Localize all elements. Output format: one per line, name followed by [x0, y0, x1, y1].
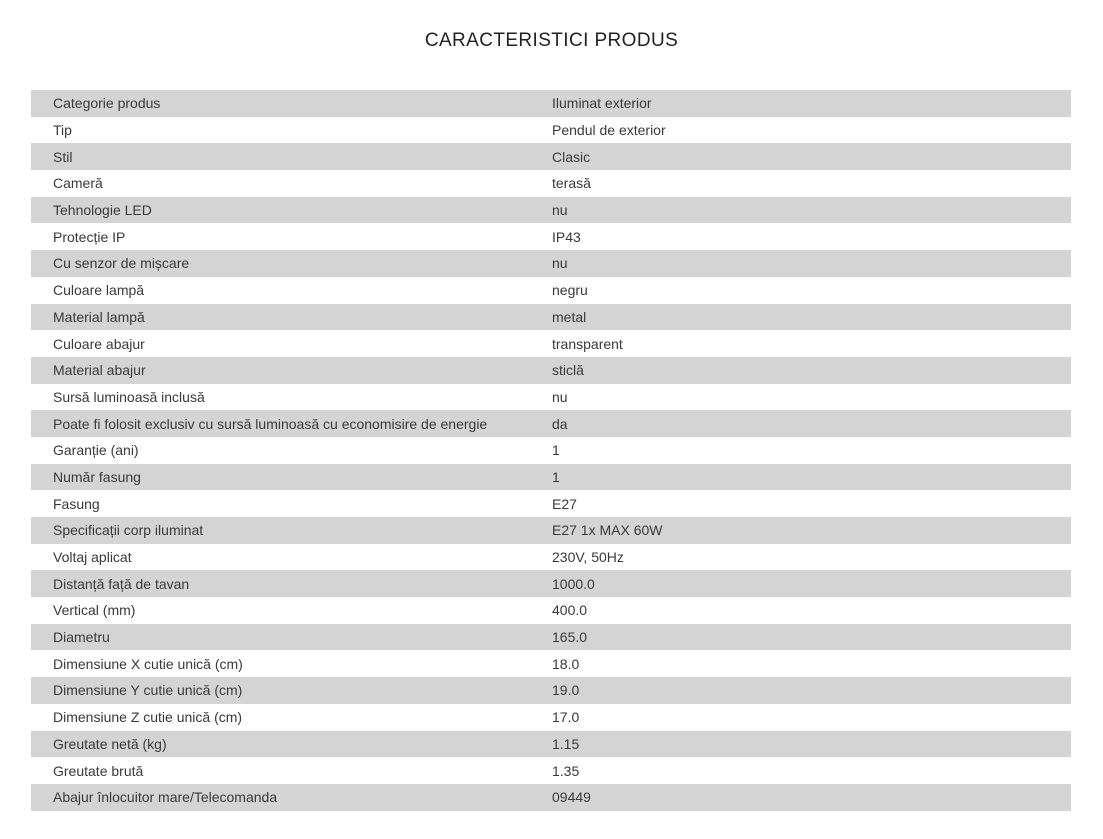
spec-label: Tip — [31, 117, 552, 144]
spec-value: 09449 — [552, 784, 1071, 811]
spec-value: 17.0 — [552, 704, 1071, 731]
spec-label: Diametru — [31, 624, 552, 651]
spec-row — [31, 677, 1071, 704]
specifications-table-body — [31, 90, 1071, 811]
spec-value: 1.35 — [552, 757, 1071, 784]
spec-label: Culoare abajur — [31, 330, 552, 357]
spec-label: Material abajur — [31, 357, 552, 384]
spec-value: 1000.0 — [552, 570, 1071, 597]
spec-label: Dimensiune Y cutie unică (cm) — [31, 677, 552, 704]
spec-label: Greutate brută — [31, 757, 552, 784]
spec-label: Dimensiune Z cutie unică (cm) — [31, 704, 552, 731]
spec-row — [31, 250, 1071, 277]
spec-row — [31, 757, 1071, 784]
spec-label: Specificații corp iluminat — [31, 517, 552, 544]
spec-label: Dimensiune X cutie unică (cm) — [31, 650, 552, 677]
spec-row — [31, 223, 1071, 250]
spec-value: negru — [552, 277, 1071, 304]
spec-row — [31, 704, 1071, 731]
spec-label: Număr fasung — [31, 464, 552, 491]
spec-value: IP43 — [552, 223, 1071, 250]
spec-row — [31, 517, 1071, 544]
spec-row — [31, 330, 1071, 357]
spec-row — [31, 570, 1071, 597]
spec-value: da — [552, 410, 1071, 437]
spec-value: 230V, 50Hz — [552, 544, 1071, 571]
spec-label: Greutate netă (kg) — [31, 731, 552, 758]
spec-row — [31, 170, 1071, 197]
spec-value: metal — [552, 304, 1071, 331]
spec-value: Clasic — [552, 143, 1071, 170]
spec-row — [31, 304, 1071, 331]
spec-row — [31, 731, 1071, 758]
spec-label: Categorie produs — [31, 90, 552, 117]
spec-value: E27 1x MAX 60W — [552, 517, 1071, 544]
spec-row — [31, 784, 1071, 811]
spec-value: 18.0 — [552, 650, 1071, 677]
spec-value: nu — [552, 250, 1071, 277]
spec-value: 1 — [552, 437, 1071, 464]
spec-value: nu — [552, 384, 1071, 411]
spec-label: Protecție IP — [31, 223, 552, 250]
spec-value: nu — [552, 197, 1071, 224]
spec-row — [31, 437, 1071, 464]
spec-label: Distanță față de tavan — [31, 570, 552, 597]
spec-label: Vertical (mm) — [31, 597, 552, 624]
spec-row — [31, 624, 1071, 651]
spec-value: 19.0 — [552, 677, 1071, 704]
spec-label: Cameră — [31, 170, 552, 197]
spec-value: sticlă — [552, 357, 1071, 384]
spec-value: E27 — [552, 490, 1071, 517]
spec-value: 1 — [552, 464, 1071, 491]
spec-label: Poate fi folosit exclusiv cu sursă luminoasă cu economisire de energie — [31, 410, 552, 437]
spec-value: 165.0 — [552, 624, 1071, 651]
spec-row — [31, 410, 1071, 437]
spec-label: Cu senzor de mișcare — [31, 250, 552, 277]
spec-value: Pendul de exterior — [552, 117, 1071, 144]
spec-label: Voltaj aplicat — [31, 544, 552, 571]
spec-row — [31, 650, 1071, 677]
spec-label: Tehnologie LED — [31, 197, 552, 224]
spec-label: Stil — [31, 143, 552, 170]
spec-row — [31, 277, 1071, 304]
spec-label: Material lampă — [31, 304, 552, 331]
spec-value: 400.0 — [552, 597, 1071, 624]
spec-value: 1.15 — [552, 731, 1071, 758]
spec-value: Iluminat exterior — [552, 90, 1071, 117]
spec-row — [31, 117, 1071, 144]
spec-value: terasă — [552, 170, 1071, 197]
spec-label: Culoare lampă — [31, 277, 552, 304]
specifications-table — [31, 90, 1071, 811]
spec-label: Fasung — [31, 490, 552, 517]
spec-row — [31, 597, 1071, 624]
spec-label: Sursă luminoasă inclusă — [31, 384, 552, 411]
spec-row — [31, 490, 1071, 517]
spec-row — [31, 197, 1071, 224]
spec-value: transparent — [552, 330, 1071, 357]
spec-label: Garanție (ani) — [31, 437, 552, 464]
page-title: CARACTERISTICI PRODUS — [424, 30, 679, 51]
spec-row — [31, 357, 1071, 384]
spec-label: Abajur înlocuitor mare/Telecomanda — [31, 784, 552, 811]
spec-row — [31, 143, 1071, 170]
spec-row — [31, 384, 1071, 411]
spec-row — [31, 544, 1071, 571]
spec-row — [31, 90, 1071, 117]
spec-row — [31, 464, 1071, 491]
